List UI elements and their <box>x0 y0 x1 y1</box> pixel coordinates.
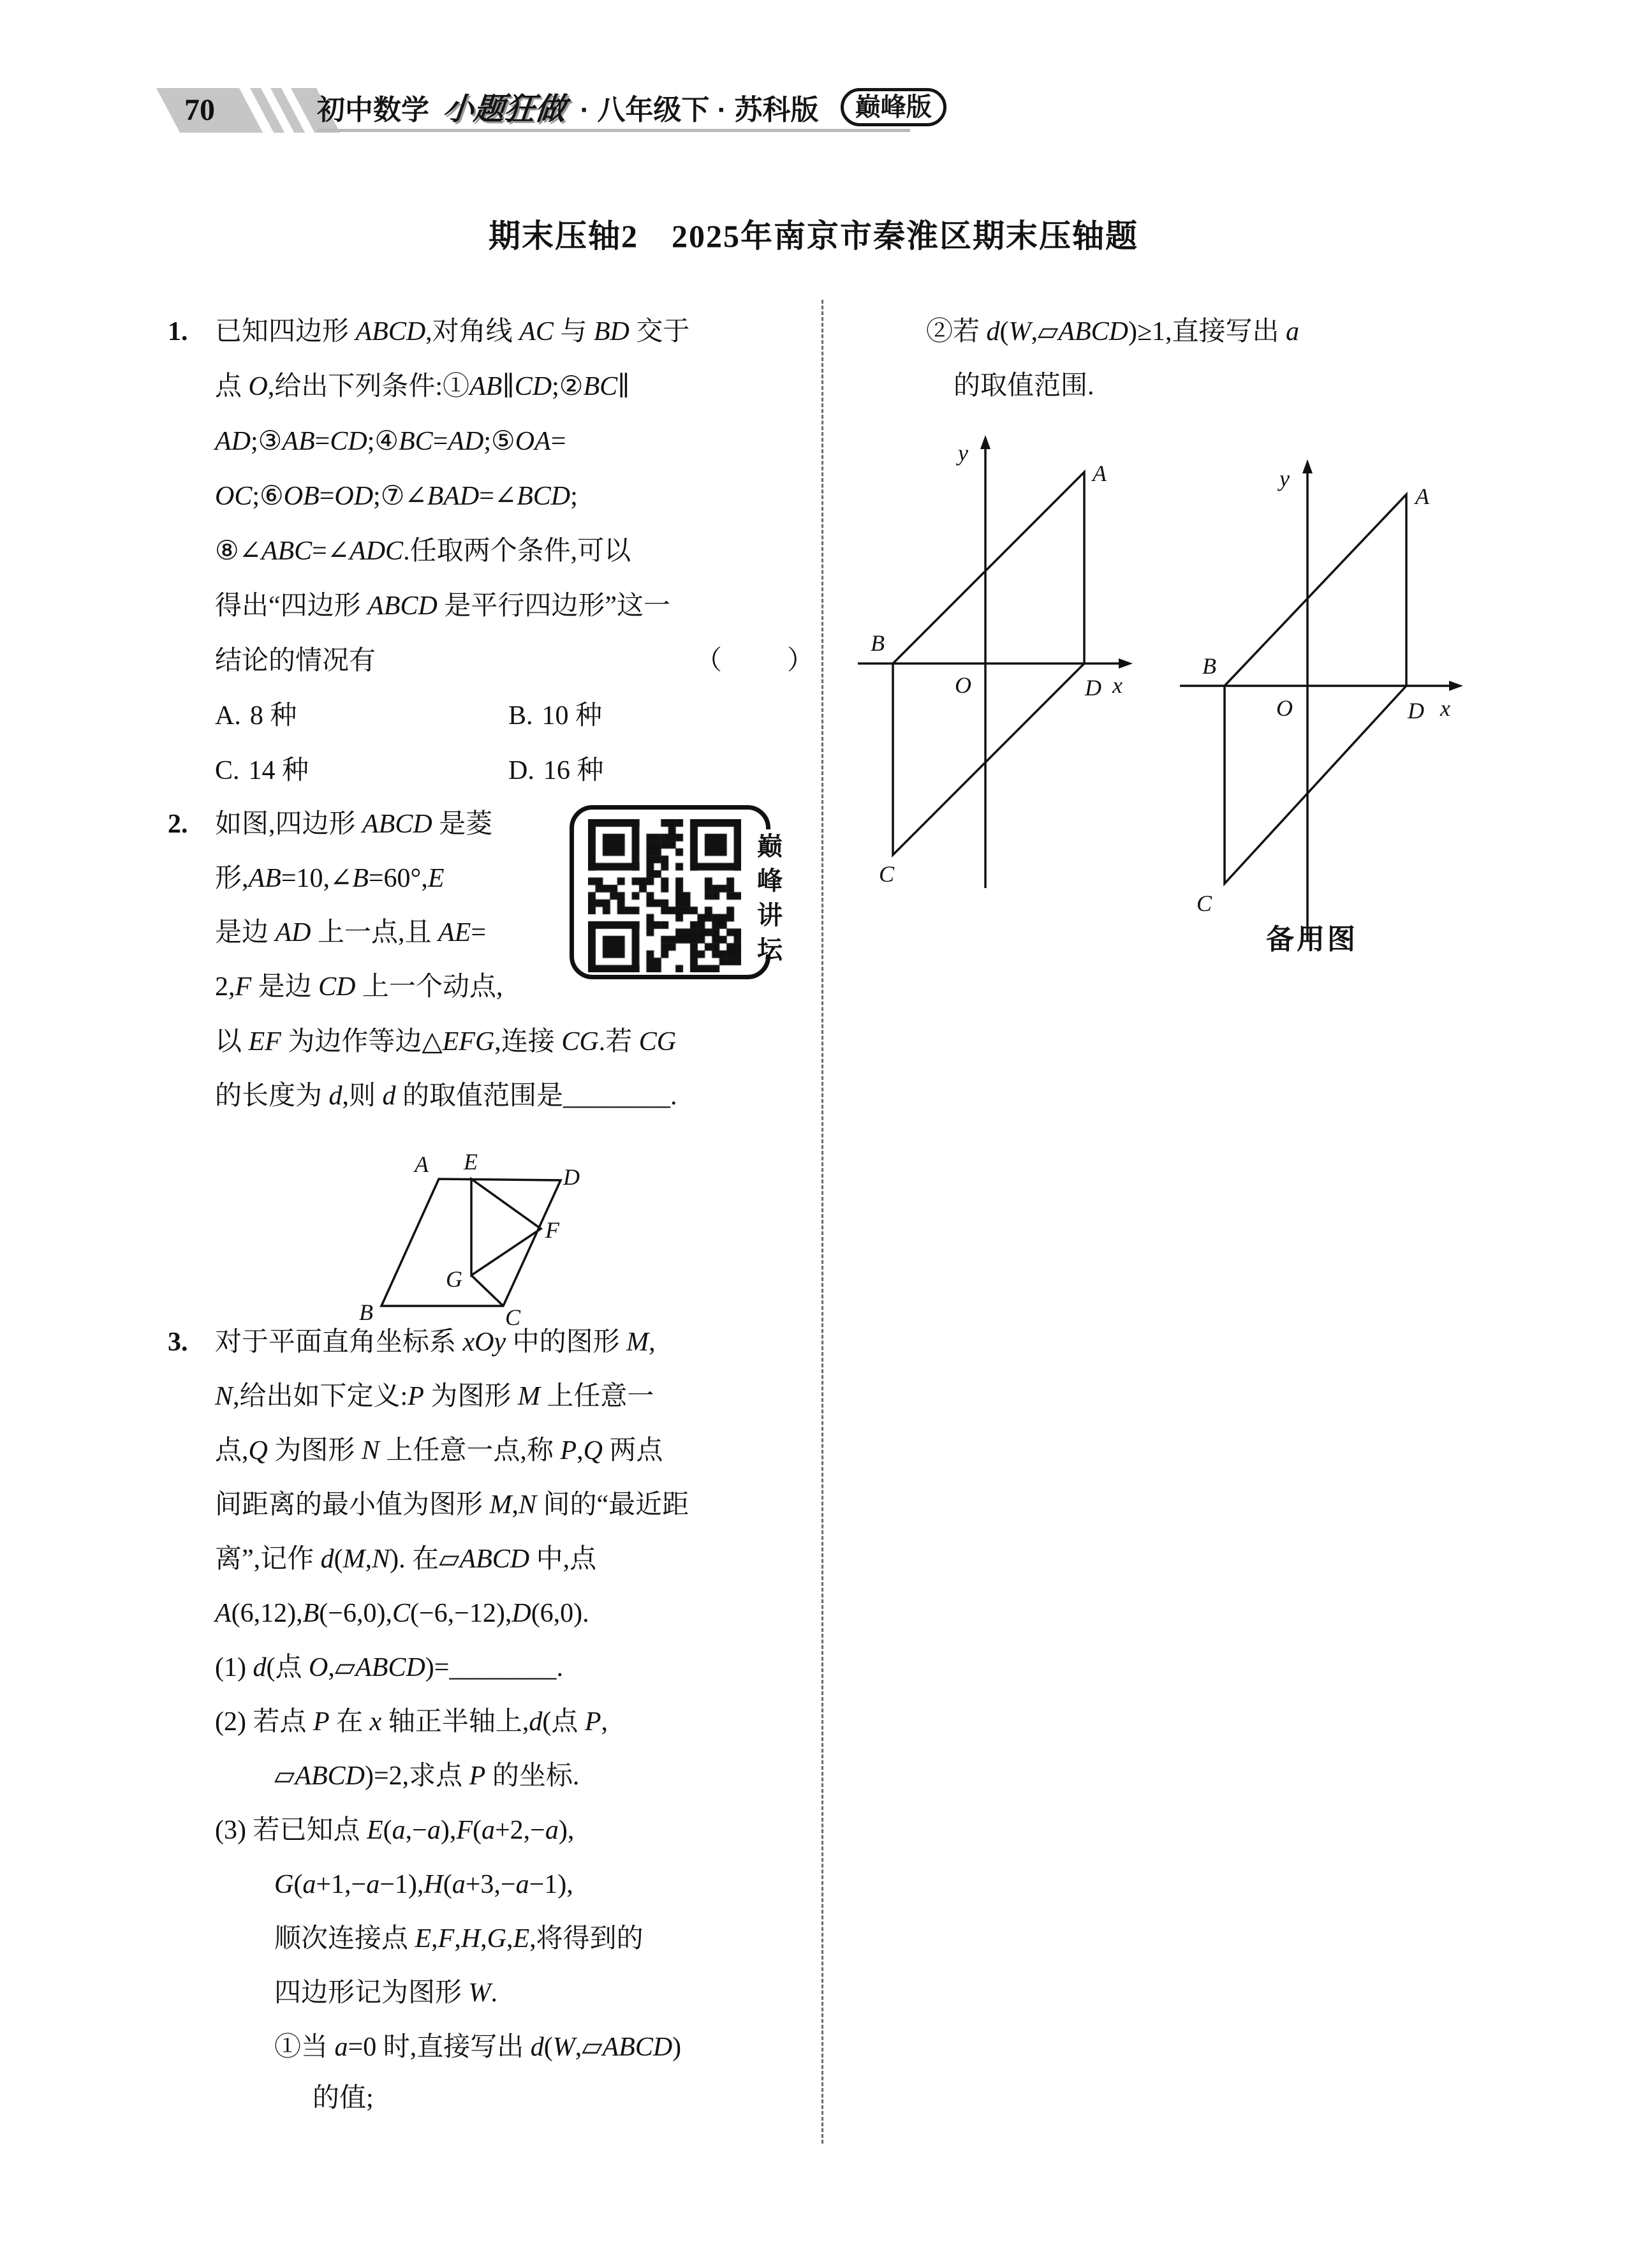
point-label-a: A <box>1415 484 1429 509</box>
page-title: 期末压轴2 2025年南京市秦淮区期末压轴题 <box>489 218 1138 254</box>
vertex-label-b: B <box>359 1300 373 1325</box>
qr-caption-char: 讲 <box>757 901 783 930</box>
q3-number: 3. <box>168 1328 188 1357</box>
parallelogram-abcd <box>1225 494 1406 884</box>
q2-line: 的长度为 d,则 d 的取值范围是________. <box>215 1081 677 1111</box>
point-label-d: D <box>1408 698 1424 723</box>
axis-label-y: y <box>1279 466 1290 491</box>
q1-option-c-label: C. <box>215 756 240 785</box>
x-axis-arrow <box>1449 681 1463 691</box>
q1-option-b-label: B. <box>508 701 533 730</box>
q1-option-d-label: D. <box>508 756 534 785</box>
header-rule <box>317 129 910 132</box>
axis-label-x: x <box>1440 695 1450 721</box>
q3-line: 顺次连接点 E,F,H,G,E,将得到的 <box>274 1924 644 1953</box>
point-label-c: C <box>878 861 895 887</box>
q3-line: A(6,12),B(−6,0),C(−6,−12),D(6,0). <box>215 1599 589 1628</box>
q3-line: 离”,记作 d(M,N). 在▱ABCD 中,点 <box>215 1545 597 1574</box>
qr-code <box>588 819 741 972</box>
vertex-label-e: E <box>464 1149 478 1175</box>
point-label-c: C <box>1196 891 1212 916</box>
q1-option-a-text: 8 种 <box>249 701 297 730</box>
coordinate-graph-1 <box>848 427 1135 903</box>
q1-line: AD;③AB=CD;④BC=AD;⑤OA= <box>215 427 566 456</box>
vertex-label-f: F <box>545 1217 559 1243</box>
q2-line: 如图,四边形 ABCD 是菱 <box>215 810 493 839</box>
q3-item2-line2: 的取值范围. <box>953 371 1094 401</box>
q3-line: ▱ABCD)=2,求点 P 的坐标. <box>274 1761 580 1791</box>
header-brand: 小题狂做 <box>441 93 568 126</box>
q3-line: ①当 a=0 时,直接写出 d(W,▱ABCD) <box>274 2033 682 2062</box>
q2-line: 以 EF 为边作等边△EFG,连接 CG.若 CG <box>215 1027 677 1056</box>
q1-option-b-text: 10 种 <box>541 701 603 730</box>
header-publisher: 苏科版 <box>734 94 819 126</box>
vertex-label-d: D <box>563 1164 580 1190</box>
q1-line: 点 O,给出下列条件:①AB∥CD;②BC∥ <box>215 372 630 401</box>
qr-caption-char: 巅 <box>757 833 783 861</box>
qr-caption-char: 坛 <box>757 936 783 964</box>
q1-line: ⑧∠ABC=∠ADC.任取两个条件,可以 <box>215 537 631 566</box>
q2-number: 2. <box>168 810 188 839</box>
header-sep1: · <box>580 94 590 126</box>
header-edition-badge: 巅峰版 <box>841 88 946 126</box>
spare-figure-caption: 备用图 <box>1266 924 1358 955</box>
y-axis-arrow <box>1302 459 1313 473</box>
triangle-efg <box>471 1179 541 1275</box>
q3-line: 四边形记为图形 W. <box>274 1978 498 2008</box>
q3-line: N,给出如下定义:P 为图形 M 上任意一 <box>215 1382 654 1411</box>
point-label-d: D <box>1085 675 1101 700</box>
q1-option-a-label: A. <box>215 701 241 730</box>
q1-number: 1. <box>168 317 188 346</box>
q3-line: 的值; <box>313 2084 374 2113</box>
qr-caption <box>755 829 784 967</box>
q3-line: (1) d(点 O,▱ABCD)=________. <box>215 1653 563 1682</box>
vertex-label-c: C <box>504 1305 521 1330</box>
q3-line: (3) 若已知点 E(a,−a),F(a+2,−a), <box>215 1816 575 1845</box>
q3-line: 点,Q 为图形 N 上任意一点,称 P,Q 两点 <box>215 1436 663 1465</box>
q3-line: 对于平面直角坐标系 xOy 中的图形 M, <box>215 1328 656 1357</box>
header-series: 初中数学 <box>317 94 429 126</box>
q1-option-a <box>215 700 297 732</box>
q2-line: 形,AB=10,∠B=60°,E <box>215 864 445 893</box>
page-header-banner <box>0 88 1627 133</box>
q1-line: 得出“四边形 ABCD 是平行四边形”这一 <box>215 591 670 621</box>
header-sep2: · <box>717 94 727 126</box>
q1-line: OC;⑥OB=OD;⑦∠BAD=∠BCD; <box>215 482 578 511</box>
q1-option-c-text: 14 种 <box>248 756 309 785</box>
header-grade: 八年级下 <box>597 94 710 126</box>
q2-line: 是边 AD 上一点,且 AE= <box>215 918 487 947</box>
origin-label: O <box>955 672 971 698</box>
q1-line: 结论的情况有 <box>215 646 376 676</box>
rhombus-edges <box>381 1179 561 1306</box>
page-number: 70 <box>184 93 215 127</box>
q2-line: 2,F 是边 CD 上一个动点, <box>215 972 503 1002</box>
axis-label-x: x <box>1112 672 1123 698</box>
column-divider <box>821 300 823 2144</box>
point-label-b: B <box>1202 653 1216 679</box>
segment-gc <box>471 1275 503 1306</box>
q1-option-c <box>215 755 309 787</box>
point-label-b: B <box>871 630 885 656</box>
q1-option-d <box>508 755 603 787</box>
q3-line: G(a+1,−a−1),H(a+3,−a−1), <box>274 1870 573 1899</box>
coordinate-graph-2 <box>1174 447 1467 954</box>
q2-figure-rhombus <box>344 1139 600 1346</box>
q1-option-b <box>508 700 602 732</box>
q1-answer-paren: （ ） <box>695 646 818 676</box>
x-axis-arrow <box>1119 658 1133 669</box>
vertex-label-g: G <box>446 1266 462 1292</box>
point-label-a: A <box>1093 461 1107 486</box>
q3-line: 间距离的最小值为图形 M,N 间的“最近距 <box>215 1490 689 1520</box>
vertex-label-a: A <box>415 1152 429 1177</box>
q1-option-d-text: 16 种 <box>543 756 604 785</box>
header-title <box>317 88 946 133</box>
q3-line: (2) 若点 P 在 x 轴正半轴上,d(点 P, <box>215 1707 608 1737</box>
axis-label-y: y <box>958 440 968 466</box>
qr-caption-char: 峰 <box>757 867 783 895</box>
y-axis-arrow <box>980 435 990 449</box>
origin-label: O <box>1276 695 1293 721</box>
q1-line: 已知四边形 ABCD,对角线 AC 与 BD 交于 <box>215 317 690 346</box>
q3-item2-line1: ②若 d(W,▱ABCD)≥1,直接写出 a <box>926 317 1300 346</box>
